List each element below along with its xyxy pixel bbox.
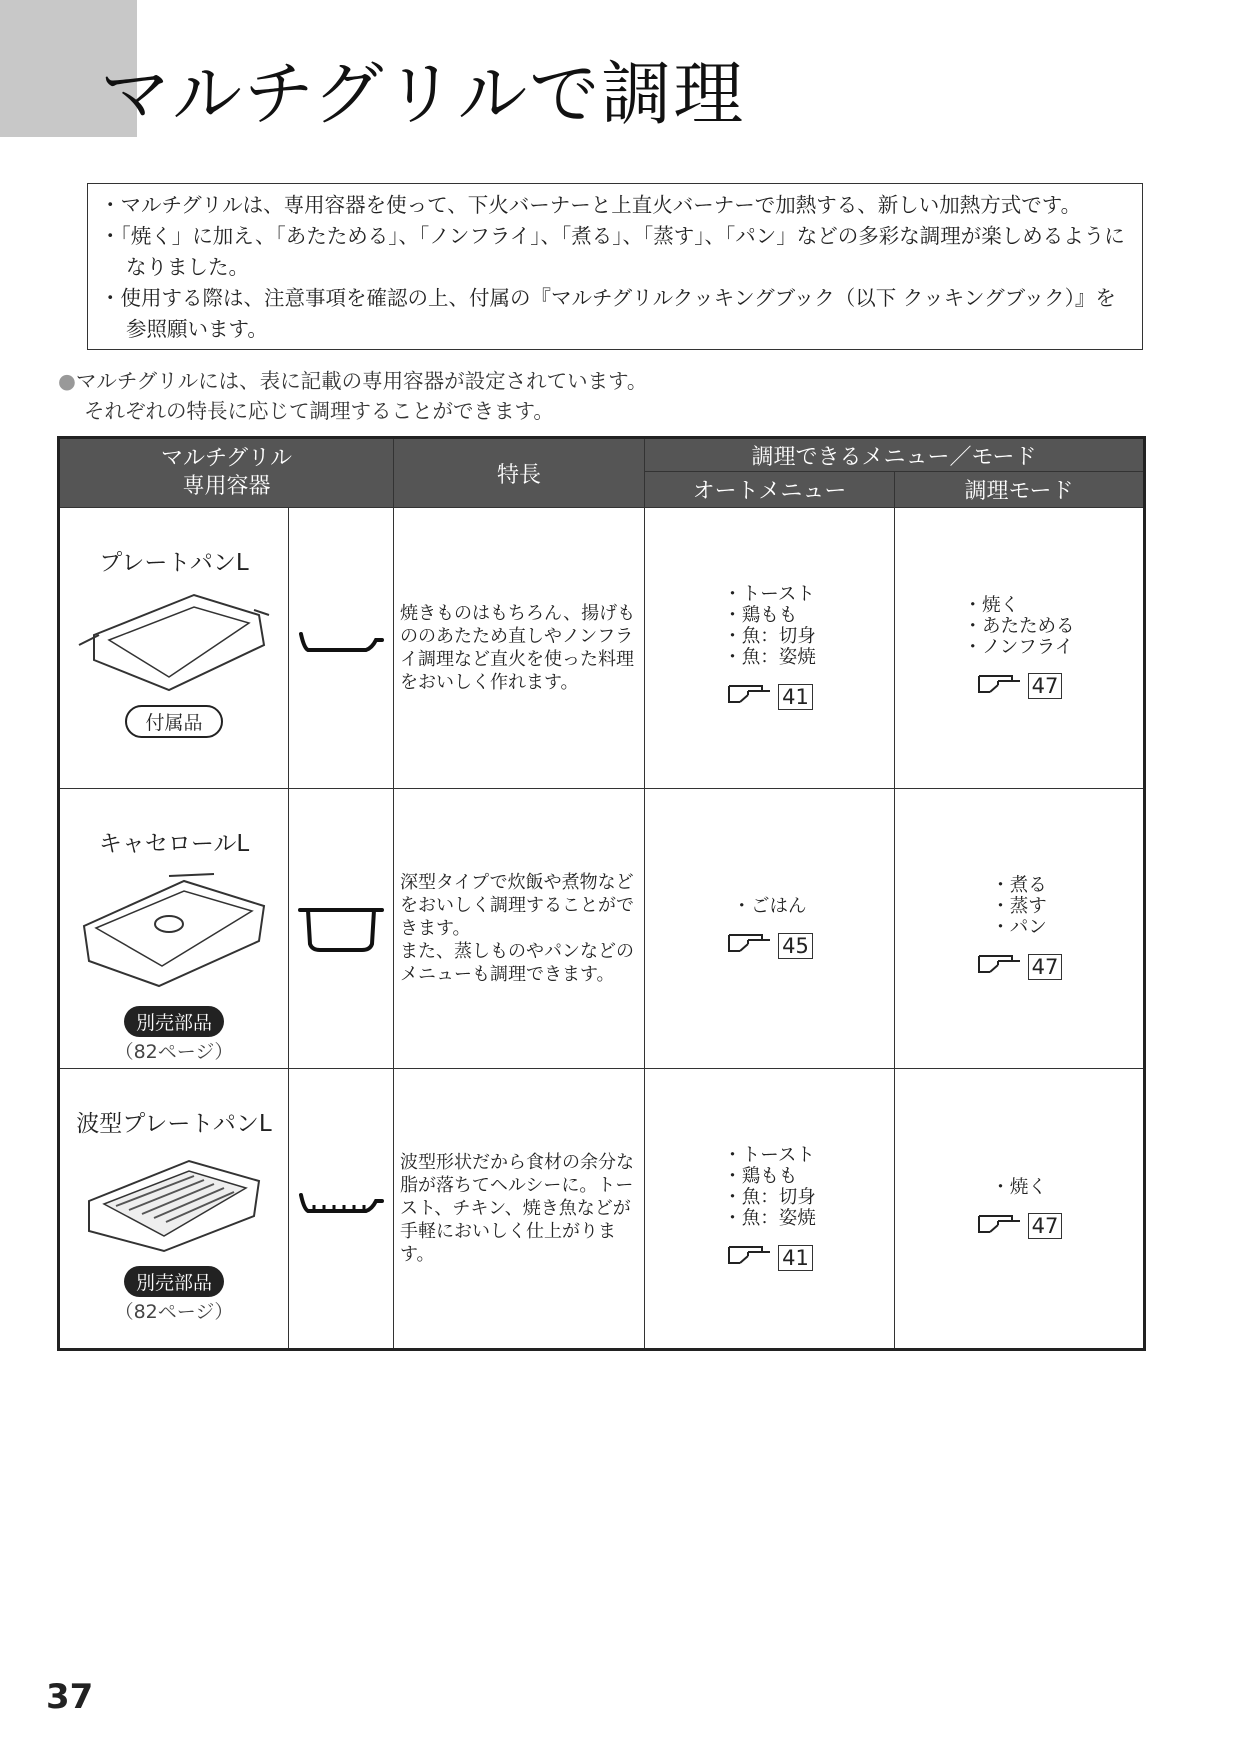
intro-line: マルチグリルには、表に記載の専用容器が設定されています。 [75,369,648,393]
page-reference[interactable] [976,672,1063,701]
intro-line: それぞれの特長に応じて調理することができます。 [84,399,554,423]
ref-page-number: 41 [778,684,813,710]
ref-page-number: 41 [778,1245,813,1271]
pan-illustration [60,585,288,699]
container-cell [59,508,289,789]
shape-cell [289,1069,394,1350]
pan-profile-icon [296,941,386,960]
mode-item: ・ 煮る [991,875,1047,896]
mode-cell [895,508,1145,789]
page-number: 37 [46,1677,94,1717]
page-reference[interactable] [726,682,813,711]
table-row [59,508,1145,789]
feature-text: 深型タイプで炊飯や煮物などをおいしく調理することができます。 また、蒸しものやパンなどのメニューも調理できます。 [394,788,645,1069]
notice-box [87,183,1143,350]
pan-profile-icon [296,651,386,670]
auto-menu-list [732,896,806,917]
mode-item: ・ 焼く [991,1177,1047,1198]
container-cell [59,1069,289,1350]
pointing-hand-icon [726,1243,776,1272]
auto-menu-cell [645,788,895,1069]
auto-menu-item: ・ 魚：姿焼 [723,647,816,668]
container-name: プレートパンL [99,550,249,576]
auto-menu-cell [645,508,895,789]
header-auto-menu: オートメニュー [645,472,895,508]
mode-item: ・ あたためる [963,616,1074,637]
table-row [59,1069,1145,1350]
mode-cell [895,788,1145,1069]
header-container: マルチグリル 専用容器 [59,438,394,508]
page-reference[interactable] [976,952,1063,981]
notice-item: ・「焼く」に加え、「あたためる」、「ノンフライ」、「煮る」、「蒸す」、「パン」などの多彩な調理が楽しめるようになりました。 [100,224,1125,279]
tag-badge: 付属品 [125,705,222,738]
shape-cell [289,508,394,789]
container-table [57,436,1146,1351]
mode-list [991,1177,1047,1198]
auto-menu-item: ・ 魚：切身 [723,626,816,647]
pan-illustration [60,866,288,1000]
ref-page-number: 47 [1028,673,1063,699]
ref-page-number: 47 [1028,1213,1063,1239]
bullet-icon: ● [58,369,76,393]
mode-list [991,875,1047,938]
notice-item: ・使用する際は、注意事項を確認の上、付属の『マルチグリルクッキングブック（以下 クッキングブック）』を参照願います。 [100,286,1116,341]
page-reference[interactable] [726,1243,813,1272]
auto-menu-item: ・ 鶏もも [723,1166,816,1187]
ref-page-number: 45 [778,933,813,959]
feature-text: 波型形状だから食材の余分な脂が落ちてヘルシーに。トースト、チキン、焼き魚などが手軽においしく仕上がります。 [394,1069,645,1350]
auto-menu-cell [645,1069,895,1350]
auto-menu-item: ・ 鶏もも [723,605,816,626]
tag-badge: 別売部品 [124,1266,224,1297]
container-name: 波型プレートパンL [76,1111,272,1138]
mode-item: ・ パン [991,917,1047,938]
auto-menu-item: ・ ごはん [732,896,806,917]
table-row [59,788,1145,1069]
container-cell [59,788,289,1069]
pointing-hand-icon [976,1212,1026,1241]
auto-menu-item: ・ 魚：姿焼 [723,1208,816,1229]
mode-item: ・ 蒸す [991,896,1047,917]
mode-item: ・ 焼く [963,595,1074,616]
header-menu-mode: 調理できるメニュー／モード [645,438,1145,472]
pointing-hand-icon [726,931,776,960]
mode-list [963,595,1074,658]
container-name: キャセロールL [98,830,250,857]
pan-illustration [60,1146,288,1260]
mode-cell [895,1069,1145,1350]
auto-menu-item: ・ 魚：切身 [723,1187,816,1208]
auto-menu-item: ・ トースト [723,1145,816,1166]
ref-page-number: 47 [1028,954,1063,980]
pointing-hand-icon [976,952,1026,981]
page-title: マルチグリルで調理 [100,53,746,135]
mode-item: ・ ノンフライ [963,637,1074,658]
pan-profile-icon [296,1212,386,1231]
tag-sub: （82ページ） [114,1301,234,1324]
tag-sub: （82ページ） [114,1040,234,1063]
intro-text [58,366,647,426]
auto-menu-item: ・ トースト [723,584,816,605]
pointing-hand-icon [976,672,1026,701]
shape-cell [289,788,394,1069]
page-reference[interactable] [976,1212,1063,1241]
auto-menu-list [723,1145,816,1229]
feature-text: 焼きものはもちろん、揚げもののあたため直しやノンフライ調理など直火を使った料理をおいしく作れます。 [394,508,645,789]
tag-badge: 別売部品 [124,1006,224,1037]
pointing-hand-icon [726,682,776,711]
notice-item: ・マルチグリルは、専用容器を使って、下火バーナーと上直火バーナーで加熱する、新しい加熱方式です。 [100,193,1082,217]
auto-menu-list [723,584,816,668]
header-mode: 調理モード [895,472,1145,508]
page-reference[interactable] [726,931,813,960]
header-feature: 特長 [394,438,645,508]
